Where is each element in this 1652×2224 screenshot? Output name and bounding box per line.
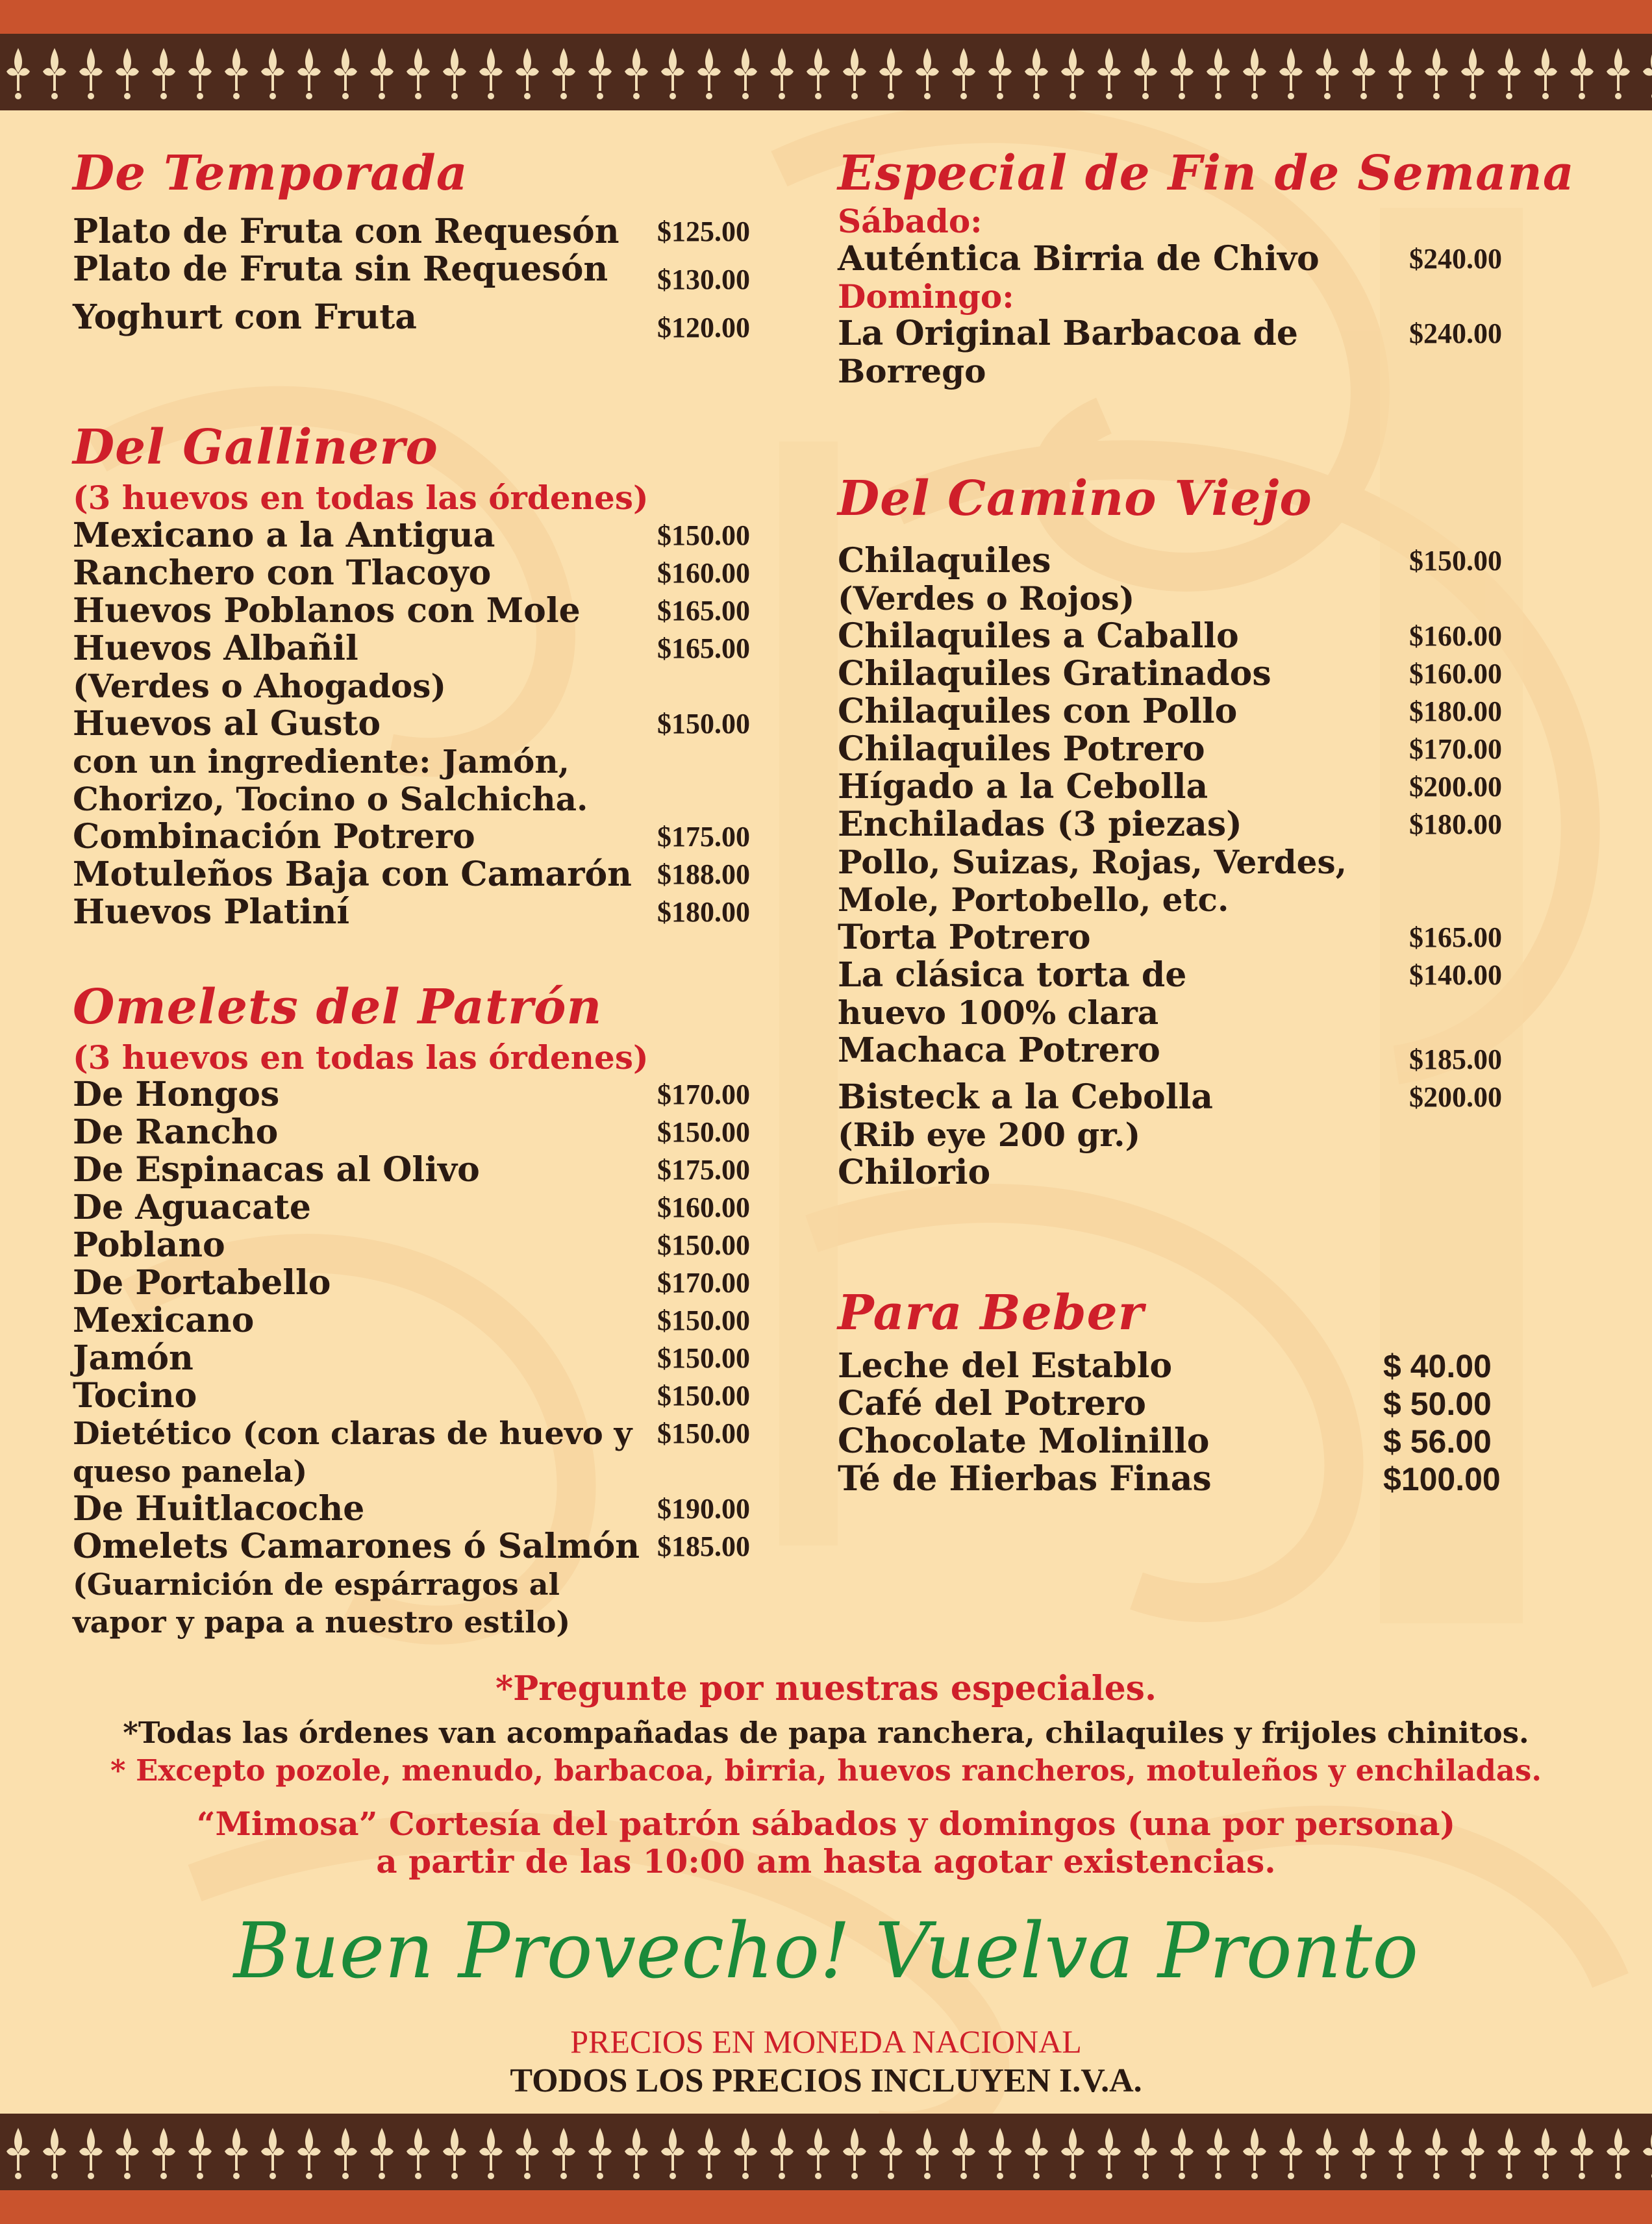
item-name: Poblano: [73, 1225, 225, 1265]
footer-mimosa: [0, 1805, 1652, 1880]
menu-item: [73, 251, 781, 299]
menu-item: [838, 693, 1539, 731]
footer-mimosa-line1: “Mimosa” Cortesía del patrón sábados y domingos (una por persona): [196, 1805, 1456, 1843]
item-name: De Hongos: [73, 1075, 280, 1114]
item-note: vapor y papa a nuestro estilo): [73, 1605, 571, 1640]
menu-item: [838, 315, 1591, 353]
menu-item: [73, 1189, 781, 1227]
item-price: $150.00: [657, 707, 750, 740]
item-price: $160.00: [1409, 658, 1502, 690]
item-name: La Original Barbacoa de: [838, 314, 1298, 353]
item-price: $150.00: [657, 1342, 750, 1374]
item-price: $188.00: [657, 858, 750, 890]
section-subtitle: (3 huevos en todas las órdenes): [73, 479, 649, 517]
menu-item: [838, 768, 1539, 806]
item-price: $160.00: [657, 1192, 750, 1223]
item-name: Huevos Poblanos con Mole: [73, 590, 581, 631]
item-price: $200.00: [1409, 1081, 1502, 1113]
item-price: $200.00: [1409, 771, 1502, 803]
item-name: Yoghurt con Fruta: [73, 297, 417, 337]
item-name: Dietético (con claras de huevo y: [73, 1416, 632, 1452]
section-title-gallinero: Del Gallinero: [73, 419, 438, 475]
footer-especiales: *Pregunte por nuestras especiales.: [495, 1669, 1157, 1708]
item-note: (Verdes o Ahogados): [73, 666, 447, 705]
item-price: $170.00: [657, 1267, 750, 1299]
item-price: $240.00: [1409, 318, 1502, 349]
item-price: $150.00: [657, 1305, 750, 1336]
section-gallinero: [73, 419, 781, 932]
item-price: $150.00: [657, 1380, 750, 1412]
menu-item: [73, 555, 781, 592]
item-name: De Rancho: [73, 1112, 279, 1152]
item-name: Motuleños Baja con Camarón: [73, 854, 632, 894]
item-note: (Rib eye 200 gr.): [838, 1116, 1141, 1154]
item-price: $180.00: [1409, 808, 1502, 840]
item-name: Plato de Fruta sin Requesón: [73, 249, 608, 289]
item-price: $150.00: [657, 1229, 750, 1261]
section-camino: [838, 471, 1539, 1192]
item-price: $150.00: [1409, 545, 1502, 577]
item-name: Mexicano a la Antigua: [73, 515, 495, 555]
top-ornament-border: [0, 34, 1652, 110]
menu-item: [838, 956, 1539, 994]
item-price: $ 50.00: [1383, 1386, 1492, 1422]
item-price: $ 40.00: [1383, 1348, 1492, 1384]
item-price: $165.00: [1409, 921, 1502, 953]
item-name: Jamón: [73, 1338, 194, 1378]
bottom-ornament-border: [0, 2114, 1652, 2190]
menu-item: [838, 1154, 1539, 1192]
item-note: Borrego: [838, 352, 986, 390]
menu-item: [73, 818, 781, 856]
item-name: Chilaquiles a Caballo: [838, 616, 1239, 656]
section-title-omelets: Omelets del Patrón: [73, 979, 603, 1035]
item-name: Huevos Albañil: [73, 628, 358, 668]
item-note: (Guarnición de espárragos al: [73, 1567, 560, 1602]
menu-item: [838, 618, 1539, 655]
item-name: Machaca Potrero: [838, 1031, 1160, 1070]
footer-mimosa-line2: a partir de las 10:00 am hasta agotar existencias.: [376, 1842, 1276, 1880]
menu-item: [838, 542, 1539, 580]
item-price: $160.00: [1409, 620, 1502, 652]
item-price: $175.00: [657, 1154, 750, 1186]
item-name: Auténtica Birria de Chivo: [838, 238, 1320, 279]
item-name: Huevos al Gusto: [73, 703, 381, 743]
section-title-temporada: De Temporada: [73, 145, 468, 201]
item-name: La clásica torta de: [838, 955, 1187, 995]
menu-item: [73, 630, 781, 668]
menu-item: [73, 1415, 781, 1453]
item-name: Plato de Fruta con Requesón: [73, 212, 620, 251]
menu-item: [73, 1264, 781, 1302]
section-title-especial: Especial de Fin de Semana: [838, 145, 1575, 201]
item-note: huevo 100% clara: [838, 993, 1159, 1032]
item-name: Huevos Platiní: [73, 892, 350, 932]
item-price: $180.00: [1409, 695, 1502, 727]
menu-item: [73, 893, 781, 931]
section-temporada: [73, 145, 781, 347]
item-name: Bisteck a la Cebolla: [838, 1077, 1213, 1117]
menu-item: [838, 1460, 1523, 1498]
footer-buen-provecho: Buen Provecho! Vuelva Pronto: [233, 1906, 1419, 1995]
menu-item: [838, 919, 1539, 956]
item-price: $125.00: [657, 216, 750, 247]
item-name: Enchiladas (3 piezas): [838, 805, 1242, 844]
menu-item: [838, 806, 1539, 843]
item-name: Ranchero con Tlacoyo: [73, 553, 492, 593]
menu-item: [838, 655, 1539, 693]
item-name: Leche del Establo: [838, 1346, 1173, 1386]
item-price: $170.00: [657, 1079, 750, 1110]
item-name: Tocino: [73, 1376, 197, 1416]
menu-item: [73, 1302, 781, 1340]
item-price: $150.00: [657, 1418, 750, 1449]
item-price: $130.00: [657, 264, 750, 295]
item-note: Mole, Portobello, etc.: [838, 881, 1229, 919]
item-name: De Huitlacoche: [73, 1489, 365, 1529]
top-orange-band: [0, 0, 1652, 34]
item-name: Chilaquiles: [838, 541, 1051, 581]
menu-item: [73, 705, 781, 743]
item-name: De Portabello: [73, 1263, 331, 1303]
item-price: $175.00: [657, 820, 750, 853]
footer-moneda: PRECIOS EN MONEDA NACIONAL: [570, 2023, 1082, 2060]
item-price: $150.00: [657, 1116, 750, 1148]
menu-item: [838, 1385, 1523, 1423]
item-name: Chilorio: [838, 1153, 991, 1192]
item-price: $165.00: [657, 594, 750, 627]
item-price: $140.00: [1409, 959, 1502, 991]
section-omelets: [73, 979, 781, 1642]
item-name: De Aguacate: [73, 1188, 311, 1227]
item-note: con un ingrediente: Jamón,: [73, 742, 570, 781]
footer-acompanadas: *Todas las órdenes van acompañadas de papa ranchera, chilaquiles y frijoles chinitos.: [123, 1716, 1529, 1750]
item-price: $185.00: [657, 1531, 750, 1562]
menu-item: [838, 731, 1539, 768]
item-name: Combinación Potrero: [73, 816, 475, 856]
item-price: $180.00: [657, 895, 750, 928]
item-price: $170.00: [1409, 733, 1502, 765]
item-price: $165.00: [657, 632, 750, 664]
bottom-orange-band: [0, 2190, 1652, 2224]
menu-item: [73, 1151, 781, 1189]
item-price: $190.00: [657, 1493, 750, 1525]
section-title-camino: Del Camino Viejo: [838, 471, 1312, 527]
day-label-sabado: Sábado:: [838, 202, 982, 240]
item-price: $120.00: [657, 312, 750, 344]
item-note: Pollo, Suizas, Rojas, Verdes,: [838, 843, 1347, 881]
right-column: [838, 145, 1591, 1499]
item-note: Chorizo, Tocino o Salchicha.: [73, 779, 588, 818]
item-name: Chilaquiles con Pollo: [838, 692, 1238, 731]
menu-item: [73, 1076, 781, 1114]
menu-item: [73, 213, 781, 251]
left-column: [73, 145, 781, 1641]
item-price: $160.00: [657, 556, 750, 589]
item-price: $240.00: [1409, 242, 1502, 275]
menu-item: [838, 240, 1591, 278]
section-subtitle: (3 huevos en todas las órdenes): [73, 1038, 649, 1077]
menu-item: [73, 517, 781, 555]
item-name: Té de Hierbas Finas: [838, 1459, 1212, 1499]
item-price: $100.00: [1383, 1461, 1501, 1497]
menu-item: [73, 1528, 781, 1566]
item-name: De Espinacas al Olivo: [73, 1150, 480, 1190]
item-price: $185.00: [1409, 1043, 1502, 1075]
menu-item: [838, 1347, 1523, 1385]
item-name: Torta Potrero: [838, 918, 1091, 957]
menu-item: [73, 1114, 781, 1151]
menu-item: [73, 1227, 781, 1264]
item-name: Café del Potrero: [838, 1384, 1146, 1423]
menu-item: [73, 1490, 781, 1528]
day-label-domingo: Domingo:: [838, 277, 1014, 316]
section-especial: [838, 145, 1591, 390]
menu-item: [838, 1423, 1523, 1460]
footer-iva: TODOS LOS PRECIOS INCLUYEN I.V.A.: [510, 2062, 1142, 2099]
item-note: queso panela): [73, 1454, 308, 1489]
menu-item: [73, 856, 781, 893]
menu-item: [73, 592, 781, 630]
item-name: Chilaquiles Gratinados: [838, 654, 1271, 693]
item-name: Chilaquiles Potrero: [838, 729, 1205, 769]
footer-excepto: * Excepto pozole, menudo, barbacoa, birria, huevos rancheros, motuleños y enchiladas.: [110, 1753, 1542, 1788]
item-price: $150.00: [657, 519, 750, 551]
item-price: $ 56.00: [1383, 1423, 1492, 1460]
section-title-beber: Para Beber: [838, 1285, 1144, 1341]
section-beber: [838, 1285, 1523, 1499]
item-name: Omelets Camarones ó Salmón: [73, 1527, 640, 1566]
item-name: Mexicano: [73, 1301, 255, 1340]
menu-item: [838, 1079, 1539, 1116]
item-name: Hígado a la Cebolla: [838, 767, 1208, 806]
menu-item: [73, 299, 781, 347]
menu-item: [73, 1377, 781, 1415]
item-name: Chocolate Molinillo: [838, 1421, 1210, 1461]
menu-item: [838, 1032, 1539, 1079]
item-note: (Verdes o Rojos): [838, 579, 1135, 618]
menu-item: [73, 1340, 781, 1377]
